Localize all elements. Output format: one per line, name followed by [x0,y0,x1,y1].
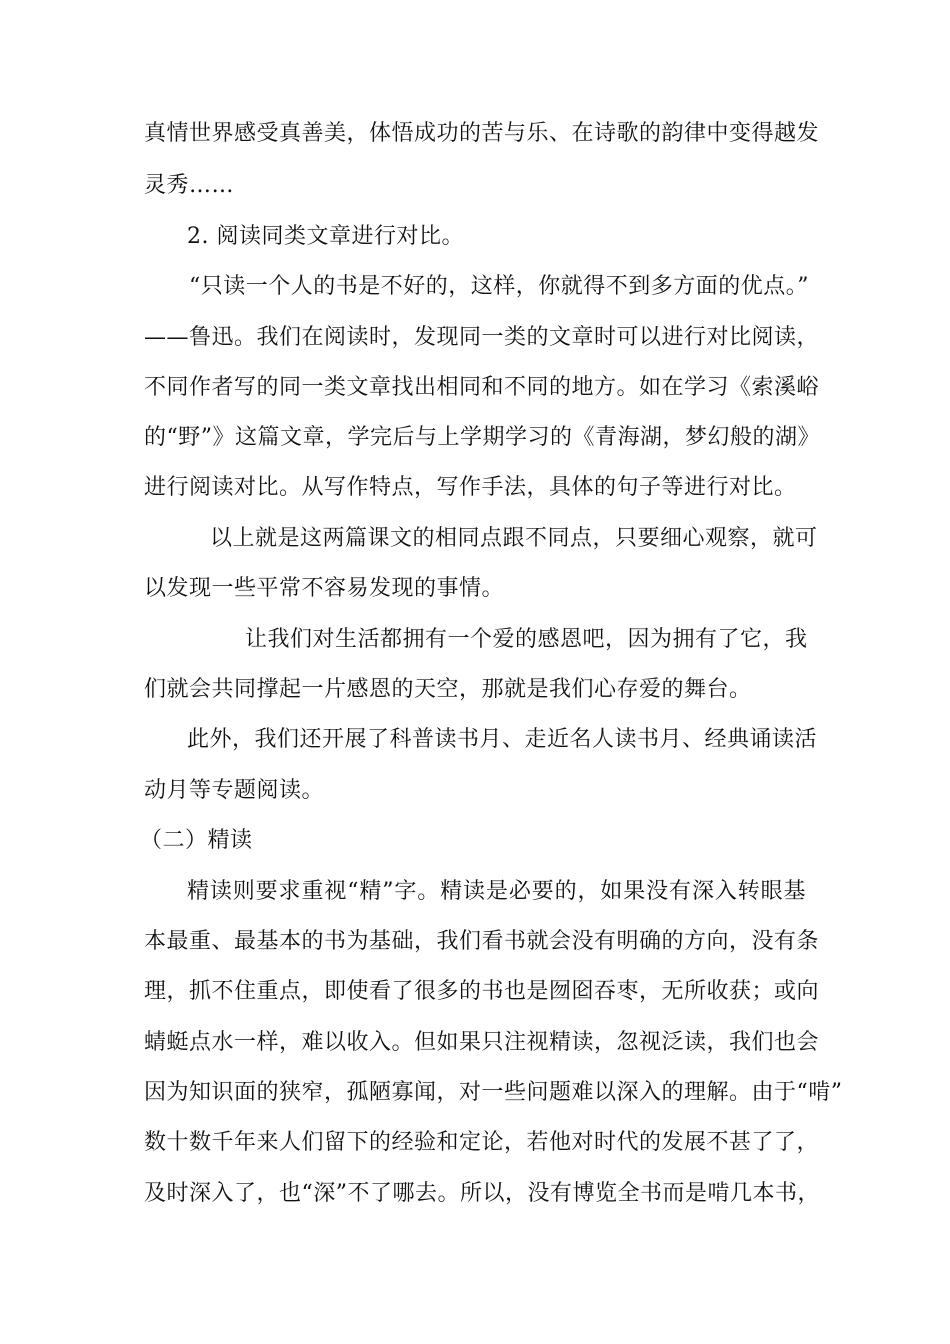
paragraph-line: 因为知识面的狭窄，孤陋寡闻，对一些问题难以深入的理解。由于“啃” [144,1080,843,1105]
paragraph-line: ——鲁迅。我们在阅读时，发现同一类的文章时可以进行对比阅读， [144,325,820,350]
paragraph-line: 此外，我们还开展了科普读书月、走近名人读书月、经典诵读活 [187,727,818,752]
paragraph-line: 及时深入了，也“深”不了哪去。所以，没有博览全书而是啃几本书， [144,1181,820,1206]
paragraph-line: 蜻蜓点水一样，难以收入。但如果只注视精读，忽视泛读，我们也会 [144,1030,820,1055]
paragraph-line: 以发现一些平常不容易发现的事情。 [144,576,505,601]
paragraph-line: 不同作者写的同一类文章找出相同和不同的地方。如在学习《索溪峪 [144,375,820,400]
section-heading: （二）精读 [140,828,253,853]
paragraph-line: 真情世界感受真善美，体悟成功的苦与乐、在诗歌的韵律中变得越发 [144,121,820,146]
paragraph-line: 数十数千年来人们留下的经验和定论，若他对时代的发展不甚了了， [144,1130,820,1155]
paragraph-line: 的“野”》这篇文章，学完后与上学期学习的《青海湖，梦幻般的湖》 [144,425,820,450]
quote-line: “只读一个人的书是不好的，这样，你就得不到多方面的优点。” [189,274,809,299]
numbered-heading: 2. 阅读同类文章进行对比。 [187,224,464,249]
paragraph-line: 让我们对生活都拥有一个爱的感恩吧，因为拥有了它，我 [245,627,808,652]
paragraph-line: 动月等专题阅读。 [144,778,325,803]
paragraph-line: 精读则要求重视“精”字。精读是必要的，如果没有深入转眼基 [187,879,806,904]
paragraph-line: 进行阅读对比。从写作特点，写作手法，具体的句子等进行对比。 [144,475,797,500]
paragraph-line: 灵秀…… [144,173,235,198]
paragraph-line: 以上就是这两篇课文的相同点跟不同点，只要细心观察，就可 [210,526,818,551]
paragraph-line: 本最重、最基本的书为基础，我们看书就会没有明确的方向，没有条 [144,929,820,954]
paragraph-line: 们就会共同撑起一片感恩的天空，那就是我们心存爱的舞台。 [144,677,752,702]
paragraph-line: 理，抓不住重点，即使看了很多的书也是囫囵吞枣，无所收获；或向 [144,979,820,1004]
